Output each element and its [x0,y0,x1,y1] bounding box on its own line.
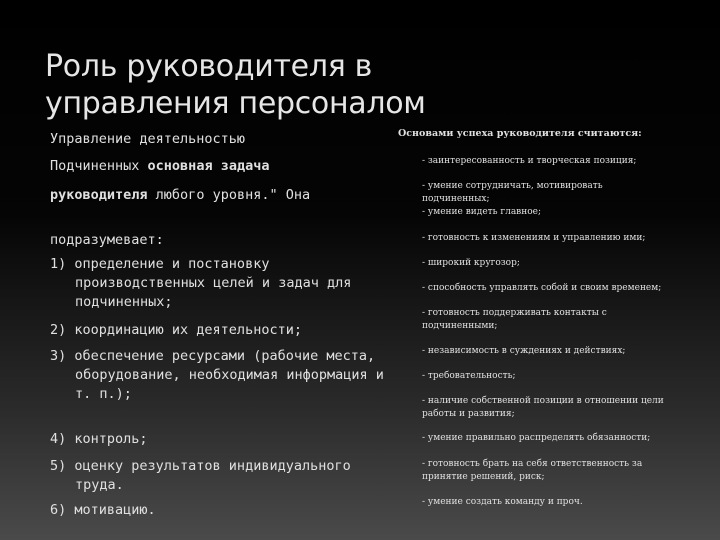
duty-item-6: 6) мотивацию. [50,502,156,518]
success-item-6: - способность управлять собой и своим временем; [422,283,662,293]
left-intro-bold-2: руководителя [50,187,148,203]
left-intro-line-4: подразумевает: [50,232,164,248]
left-intro-line-2 [50,157,370,176]
duty-item-1: 1) определение и постановку производственных целей и задач для подчиненных; [50,256,352,310]
success-item-11: - умение правильно распределять обязанности; [422,433,651,443]
success-item-9: - требовательность; [422,371,516,381]
success-item-2: - умение сотрудничать, мотивировать подчиненных; [422,181,603,204]
left-intro-text: Подчиненных [50,158,148,174]
slide-title: Роль руководителя в управления персоналом [45,49,426,121]
success-item-1: - заинтересованность и творческая позиция; [422,156,637,166]
left-intro-line-3 [50,186,395,205]
success-item-5: - широкий кругозор; [422,258,520,268]
success-item-12: - готовность брать на себя ответственность за принятие решений, риск; [422,459,643,482]
success-item-7: - готовность поддерживать контакты с подчиненными; [422,308,607,331]
left-intro-bold: основная задача [147,158,270,174]
duty-item-3: 3) обеспечение ресурсами (рабочие места, оборудование, необходимая информация и т. п.); [50,348,384,402]
success-item-4: - готовность к изменениям и управлению ими; [422,233,646,243]
success-item-13: - умение создать команду и проч. [422,497,583,507]
duty-item-4: 4) контроль; [50,431,148,447]
success-item-10: - наличие собственной позиции в отношении цели работы и развития; [422,396,664,419]
duty-item-5: 5) оценку результатов индивидуального труда. [50,458,351,493]
success-item-8: - независимость в суждениях и действиях; [422,346,626,356]
success-heading: Основами успеха руководителя считаются: [398,128,642,139]
duty-item-2: 2) координацию их деятельности; [50,322,302,338]
left-intro-line-1: Управление деятельностью [50,131,246,147]
success-item-3: - умение видеть главное; [422,207,542,217]
left-intro-text-2: любого уровня." Она [147,187,311,203]
